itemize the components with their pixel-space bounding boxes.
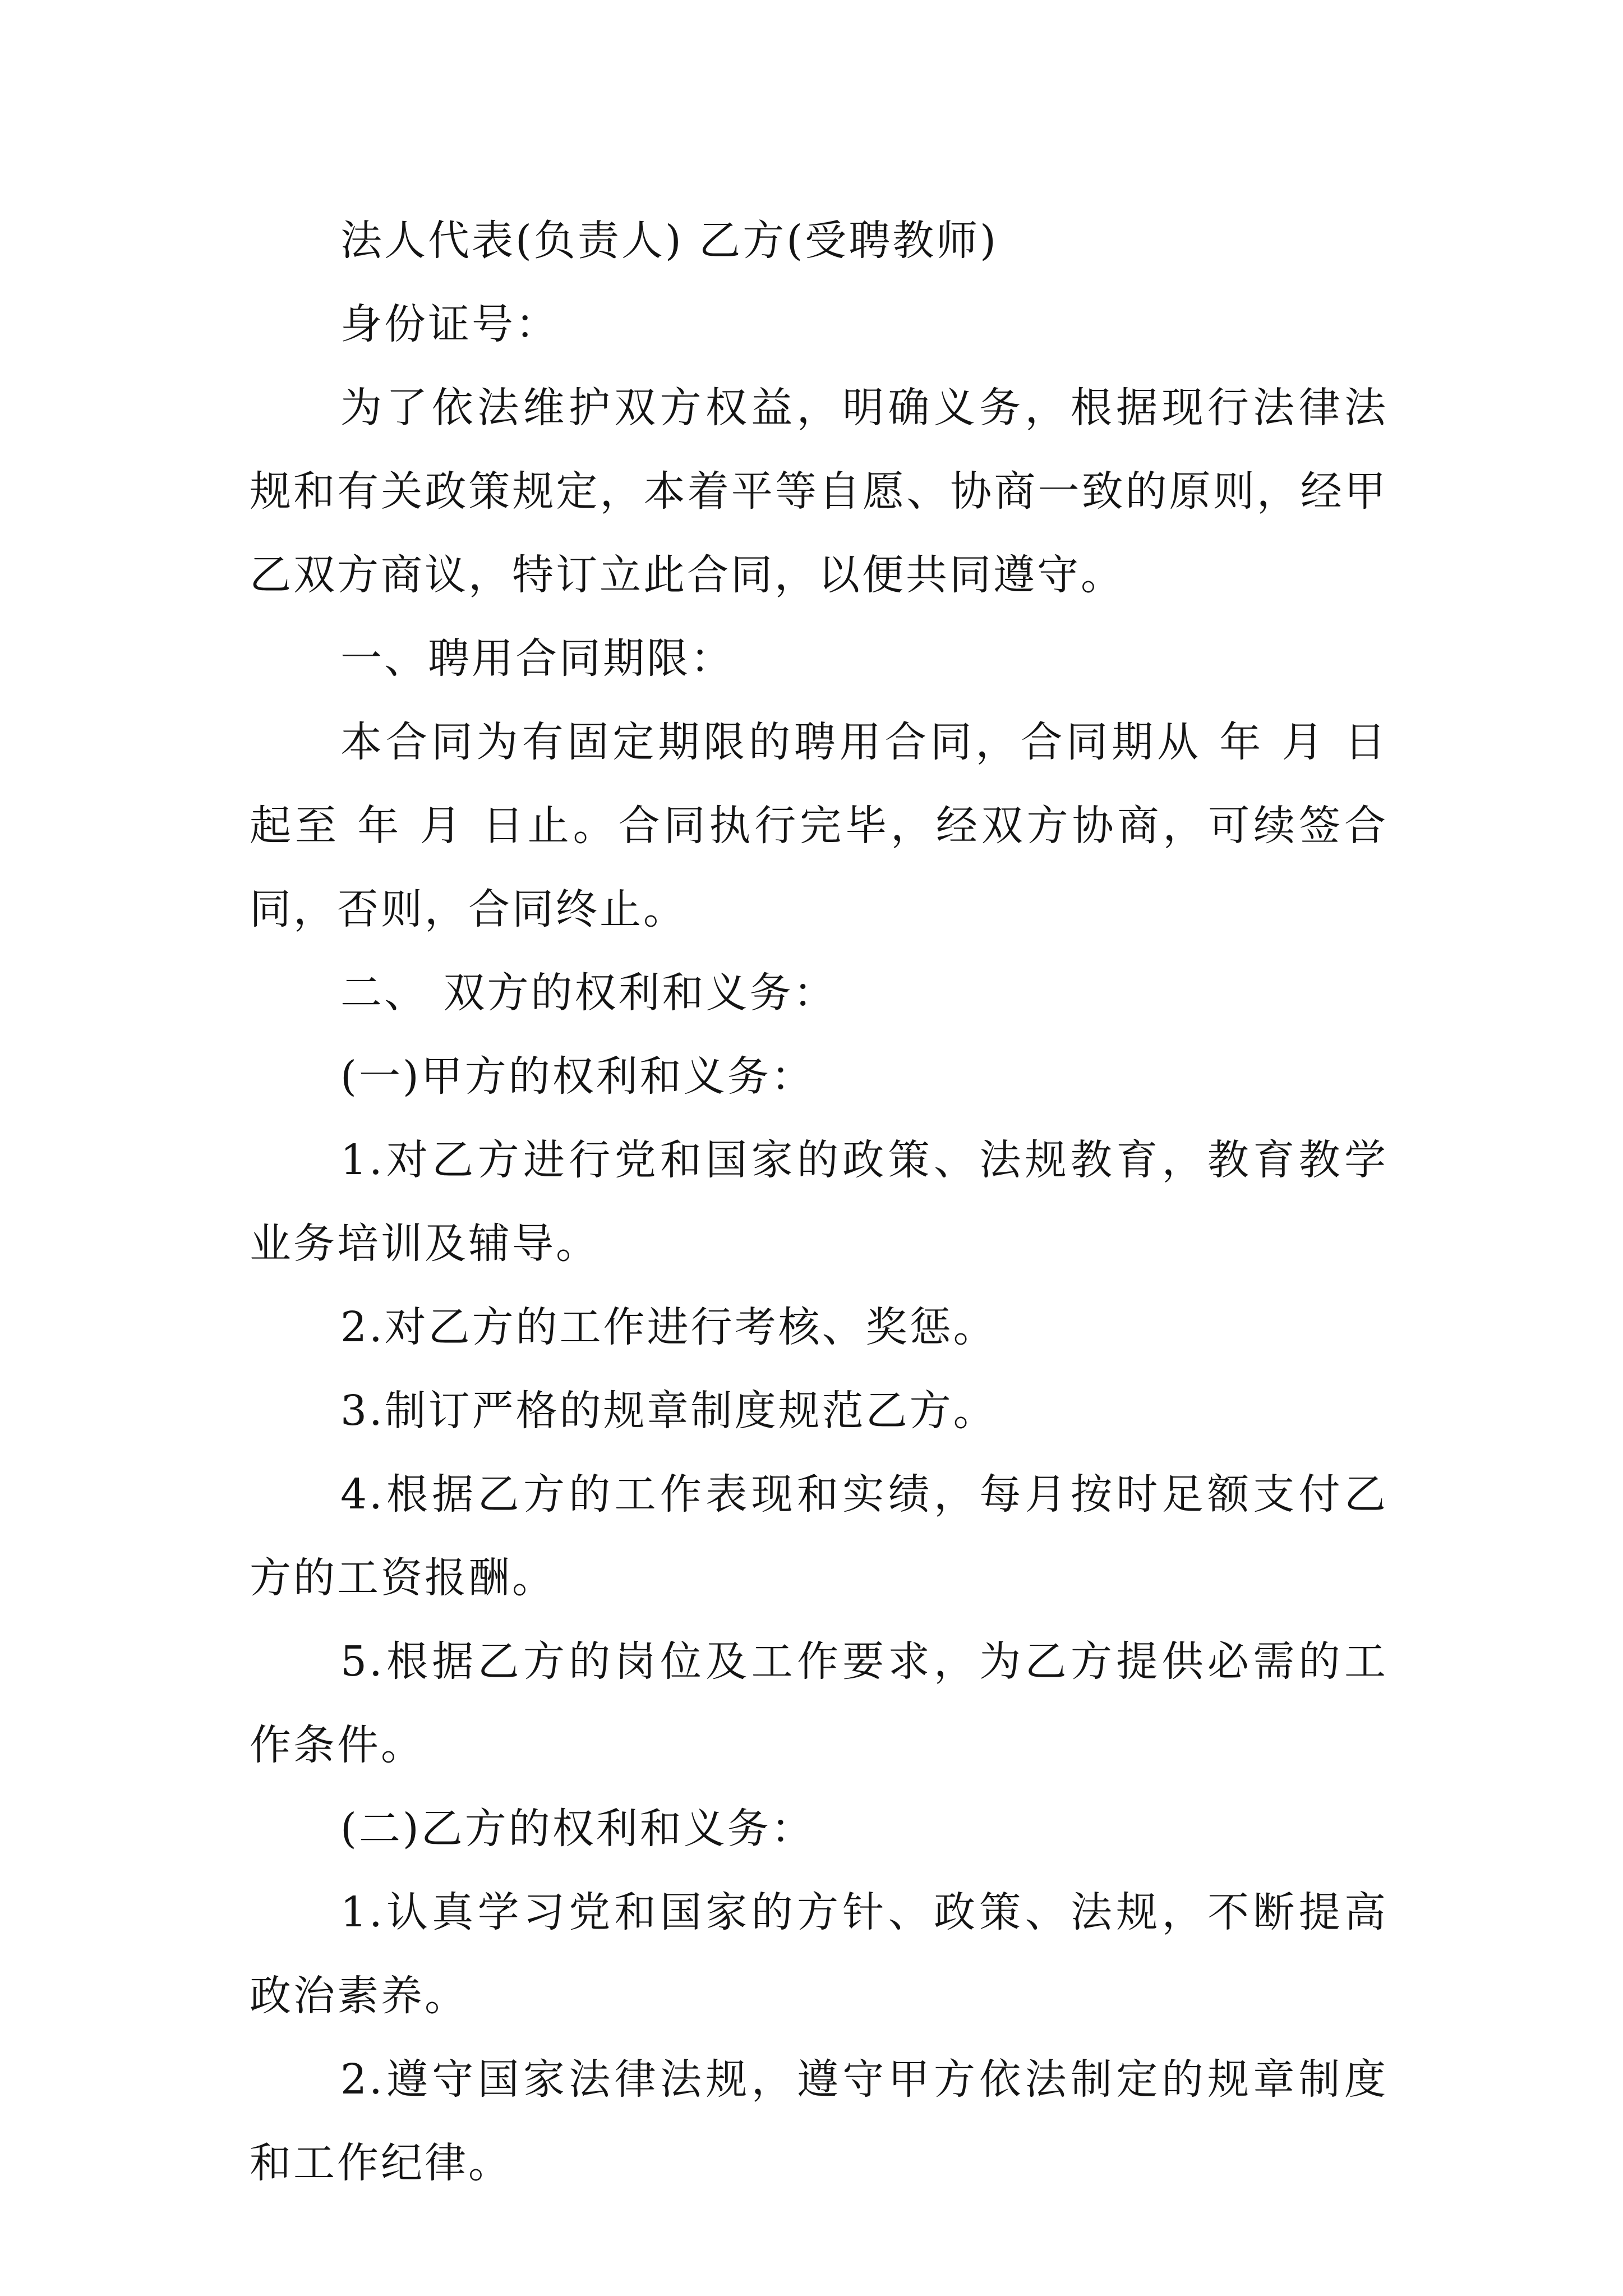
heading-contract-term: 一、聘用合同期限： xyxy=(340,634,734,683)
party-b-item-1: 1.认真学习党和国家的方针、政策、法规，不断提高政治素养。 xyxy=(250,1888,1388,2020)
paragraph-preamble: 为了依法维护双方权益，明确义务，根据现行法律法规和有关政策规定，本着平等自愿、协商一致的原则，经甲乙双方商议，特订立此合同，以便共同遵守。 xyxy=(250,384,1388,599)
party-b-item-2: 2.遵守国家法律法规，遵守甲方依法制定的规章制度和工作纪律。 xyxy=(250,2055,1388,2187)
heading-rights-obligations: 二、 双方的权利和义务： xyxy=(340,969,837,1017)
paragraph-id-number: 身份证号： xyxy=(340,300,559,348)
party-a-item-2: 2.对乙方的工作进行考核、奖惩。 xyxy=(340,1303,997,1351)
contract-body xyxy=(250,199,1388,2205)
party-a-item-1: 1.对乙方进行党和国家的政策、法规教育，教育教学业务培训及辅导。 xyxy=(250,1136,1388,1268)
paragraph-representatives: 法人代表(负责人) 乙方(受聘教师) xyxy=(340,217,999,265)
subheading-party-a: (一)甲方的权利和义务： xyxy=(340,1052,815,1101)
party-a-item-4: 4.根据乙方的工作表现和实绩，每月按时足额支付乙方的工资报酬。 xyxy=(250,1470,1388,1602)
subheading-party-b: (二)乙方的权利和义务： xyxy=(340,1805,815,1853)
party-a-item-3: 3.制订严格的规章制度规范乙方。 xyxy=(340,1387,997,1435)
paragraph-contract-term: 本合同为有固定期限的聘用合同，合同期从 年 月 日起至 年 月 日止。合同执行完毕，经双方协商，可续签合同，否则，合同终止。 xyxy=(250,718,1388,933)
party-a-item-5: 5.根据乙方的岗位及工作要求，为乙方提供必需的工作条件。 xyxy=(250,1637,1388,1769)
